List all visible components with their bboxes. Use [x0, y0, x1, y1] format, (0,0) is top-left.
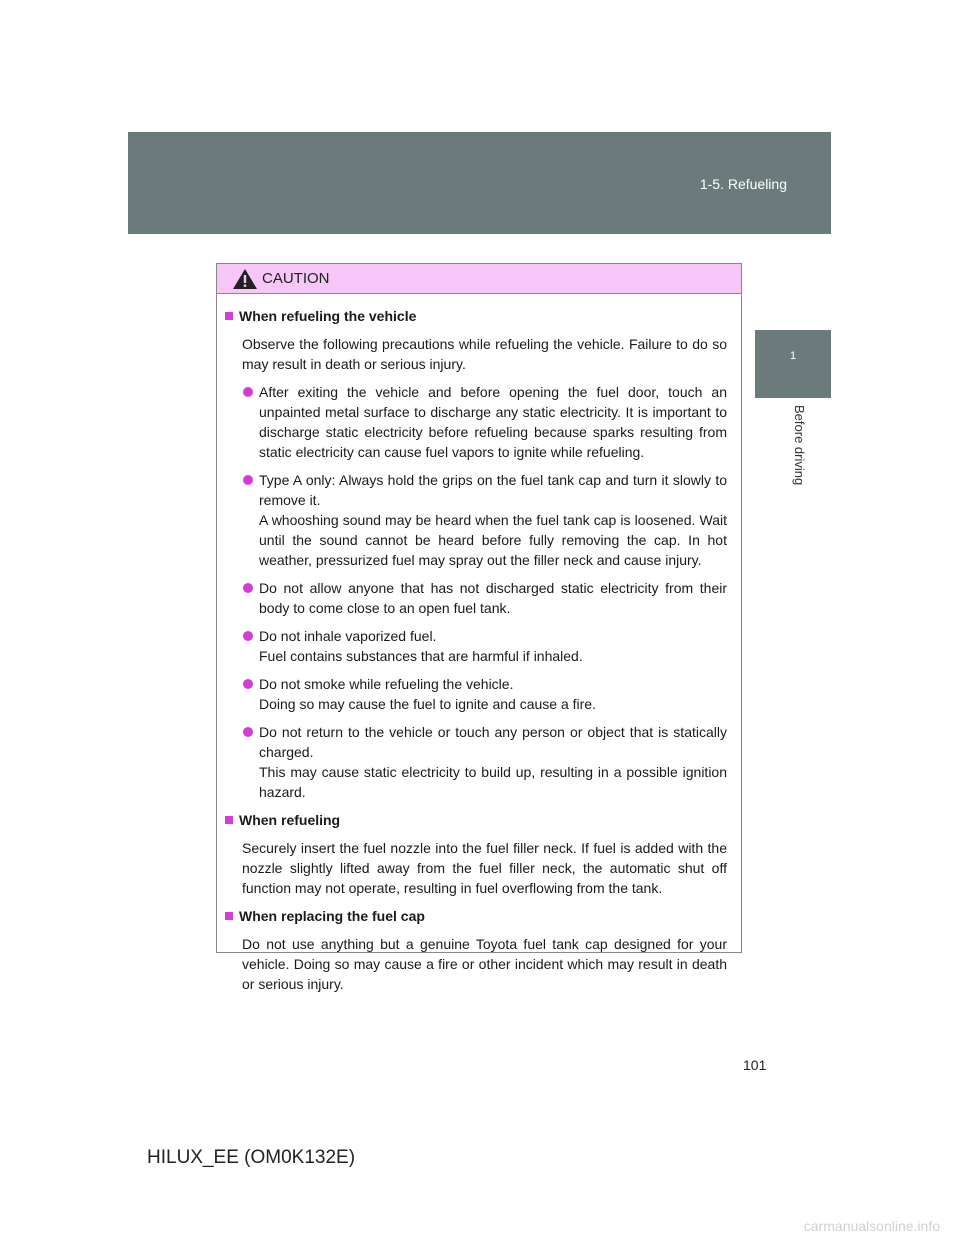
list-item: After exiting the vehicle and before opening the fuel door, touch an unpainted metal surface to discharge any static electricity. It is important to discharge static electricity before refueling because sparks resulting from static electricity can cause fuel vapors to ignite while refueling. [225, 382, 727, 462]
warning-triangle-icon [232, 268, 258, 290]
watermark: carmanualsonline.info [803, 1218, 940, 1234]
round-bullet-icon [243, 679, 253, 689]
list-item: Do not allow anyone that has not discharged static electricity from their body to come close to an open fuel tank. [225, 578, 727, 618]
square-bullet-icon [225, 816, 233, 824]
square-bullet-icon [225, 312, 233, 320]
round-bullet-icon [243, 387, 253, 397]
header-band [128, 132, 831, 234]
section-heading: When refueling the vehicle [225, 306, 727, 326]
section-heading: When replacing the fuel cap [225, 906, 727, 926]
manual-code: HILUX_EE (OM0K132E) [147, 1147, 356, 1168]
page-number: 101 [743, 1057, 767, 1073]
caution-box [216, 263, 742, 992]
round-bullet-icon [243, 475, 253, 485]
list-item: Do not smoke while refueling the vehicle. Doing so may cause the fuel to ignite and cause a fire. [225, 674, 727, 714]
round-bullet-icon [243, 727, 253, 737]
caution-title: CAUTION [262, 270, 330, 287]
chapter-tab [755, 330, 831, 398]
square-bullet-icon [225, 912, 233, 920]
precaution-list [225, 382, 727, 802]
section-intro: Securely insert the fuel nozzle into the fuel filler neck. If fuel is added with the nozzle slightly lifted away from the fuel filler neck, the automatic shut off function may not operate, resulting in fuel overflowing from the tank. [242, 840, 727, 896]
section-heading: When refueling [225, 810, 727, 830]
section-intro: Observe the following precautions while refueling the vehicle. Failure to do so may result in death or serious injury. [242, 336, 727, 372]
section-title: 1-5. Refueling [699, 176, 787, 192]
chapter-label: Before driving [792, 405, 807, 486]
caution-header [217, 264, 741, 294]
section-intro: Do not use anything but a genuine Toyota fuel tank cap designed for your vehicle. Doing so may cause a fire or other incident which may result in death or serious injury. [242, 936, 727, 992]
round-bullet-icon [243, 583, 253, 593]
chapter-number: 1 [789, 350, 797, 362]
caution-body [217, 294, 741, 1012]
list-item: Do not return to the vehicle or touch any person or object that is statically charged. This may cause static electricity to build up, resulting in a possible ignition hazard. [225, 722, 727, 802]
list-item: Do not inhale vaporized fuel. Fuel contains substances that are harmful if inhaled. [225, 626, 727, 666]
round-bullet-icon [243, 631, 253, 641]
list-item: Type A only: Always hold the grips on the fuel tank cap and turn it slowly to remove it. A whooshing sound may be heard when the fuel tank cap is loosened. Wait until the sound cannot be heard before fully removing the cap. In hot weather, pressurized fuel may spray out the filler neck and cause injury. [225, 470, 727, 570]
